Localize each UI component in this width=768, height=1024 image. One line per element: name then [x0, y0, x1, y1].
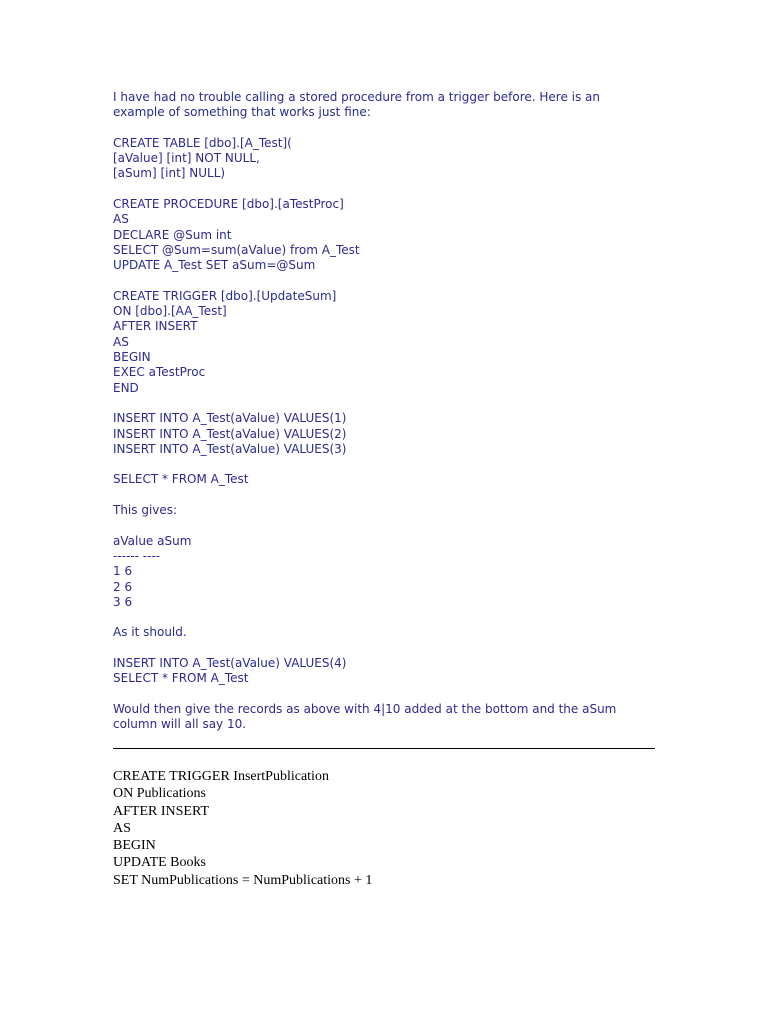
code-line: CREATE TABLE [dbo].[A_Test](	[113, 135, 292, 150]
result-line: 3 6	[113, 594, 133, 609]
snippet-line: UPDATE Books	[113, 855, 206, 871]
horizontal-rule	[113, 748, 655, 749]
code-line: ON [dbo].[AA_Test]	[113, 304, 227, 319]
result-line: ------ ----	[113, 548, 161, 563]
code-line: INSERT INTO A_Test(aValue) VALUES(2)	[113, 426, 347, 441]
code-line: [aSum] [int] NULL)	[113, 166, 226, 181]
code-line: SELECT * FROM A_Test	[113, 472, 249, 487]
code-line: CREATE TRIGGER [dbo].[UpdateSum]	[113, 288, 337, 303]
snippet-line: CREATE TRIGGER InsertPublication	[113, 769, 329, 784]
code-line: AFTER INSERT	[113, 319, 198, 334]
spacer	[113, 274, 673, 289]
code-line: INSERT INTO A_Test(aValue) VALUES(1)	[113, 411, 347, 426]
code-line: SELECT * FROM A_Test	[113, 671, 249, 686]
result-line: 1 6	[113, 564, 133, 579]
code-line: END	[113, 380, 139, 395]
trigger-snippet	[113, 768, 673, 889]
spacer	[113, 518, 673, 533]
spacer	[113, 457, 673, 472]
code-line: [aValue] [int] NOT NULL,	[113, 151, 260, 166]
spacer	[113, 687, 673, 702]
result-line: 2 6	[113, 579, 133, 594]
text-line: As it should.	[113, 625, 187, 640]
intro-line: I have had no trouble calling a stored procedure from a trigger before. Here is an	[113, 90, 601, 104]
spacer	[113, 121, 673, 136]
snippet-line: AFTER INSERT	[113, 803, 209, 819]
text-line: Would then give the records as above with 4|10 added at the bottom and the aSum	[113, 701, 617, 716]
email-body	[113, 90, 673, 732]
spacer	[113, 182, 673, 197]
intro-line: example of something that works just fine:	[113, 105, 371, 120]
code-line: AS	[113, 334, 129, 349]
code-line: INSERT INTO A_Test(aValue) VALUES(4)	[113, 655, 347, 670]
code-line: CREATE PROCEDURE [dbo].[aTestProc]	[113, 197, 344, 212]
snippet-line: BEGIN	[113, 838, 156, 854]
code-line: UPDATE A_Test SET aSum=@Sum	[113, 258, 316, 273]
result-line: aValue aSum	[113, 533, 192, 548]
snippet-line: ON Publications	[113, 786, 206, 802]
spacer	[113, 641, 673, 656]
code-line: AS	[113, 212, 129, 227]
code-line: DECLARE @Sum int	[113, 227, 232, 242]
code-line: SELECT @Sum=sum(aValue) from A_Test	[113, 242, 360, 257]
code-line: INSERT INTO A_Test(aValue) VALUES(3)	[113, 441, 347, 456]
snippet-line: AS	[113, 820, 131, 836]
spacer	[113, 488, 673, 503]
code-line: BEGIN	[113, 350, 151, 365]
snippet-line: SET NumPublications = NumPublications + 1	[113, 872, 373, 888]
spacer	[113, 396, 673, 411]
spacer	[113, 610, 673, 625]
text-line: This gives:	[113, 503, 178, 518]
text-line: column will all say 10.	[113, 717, 247, 732]
code-line: EXEC aTestProc	[113, 365, 206, 380]
